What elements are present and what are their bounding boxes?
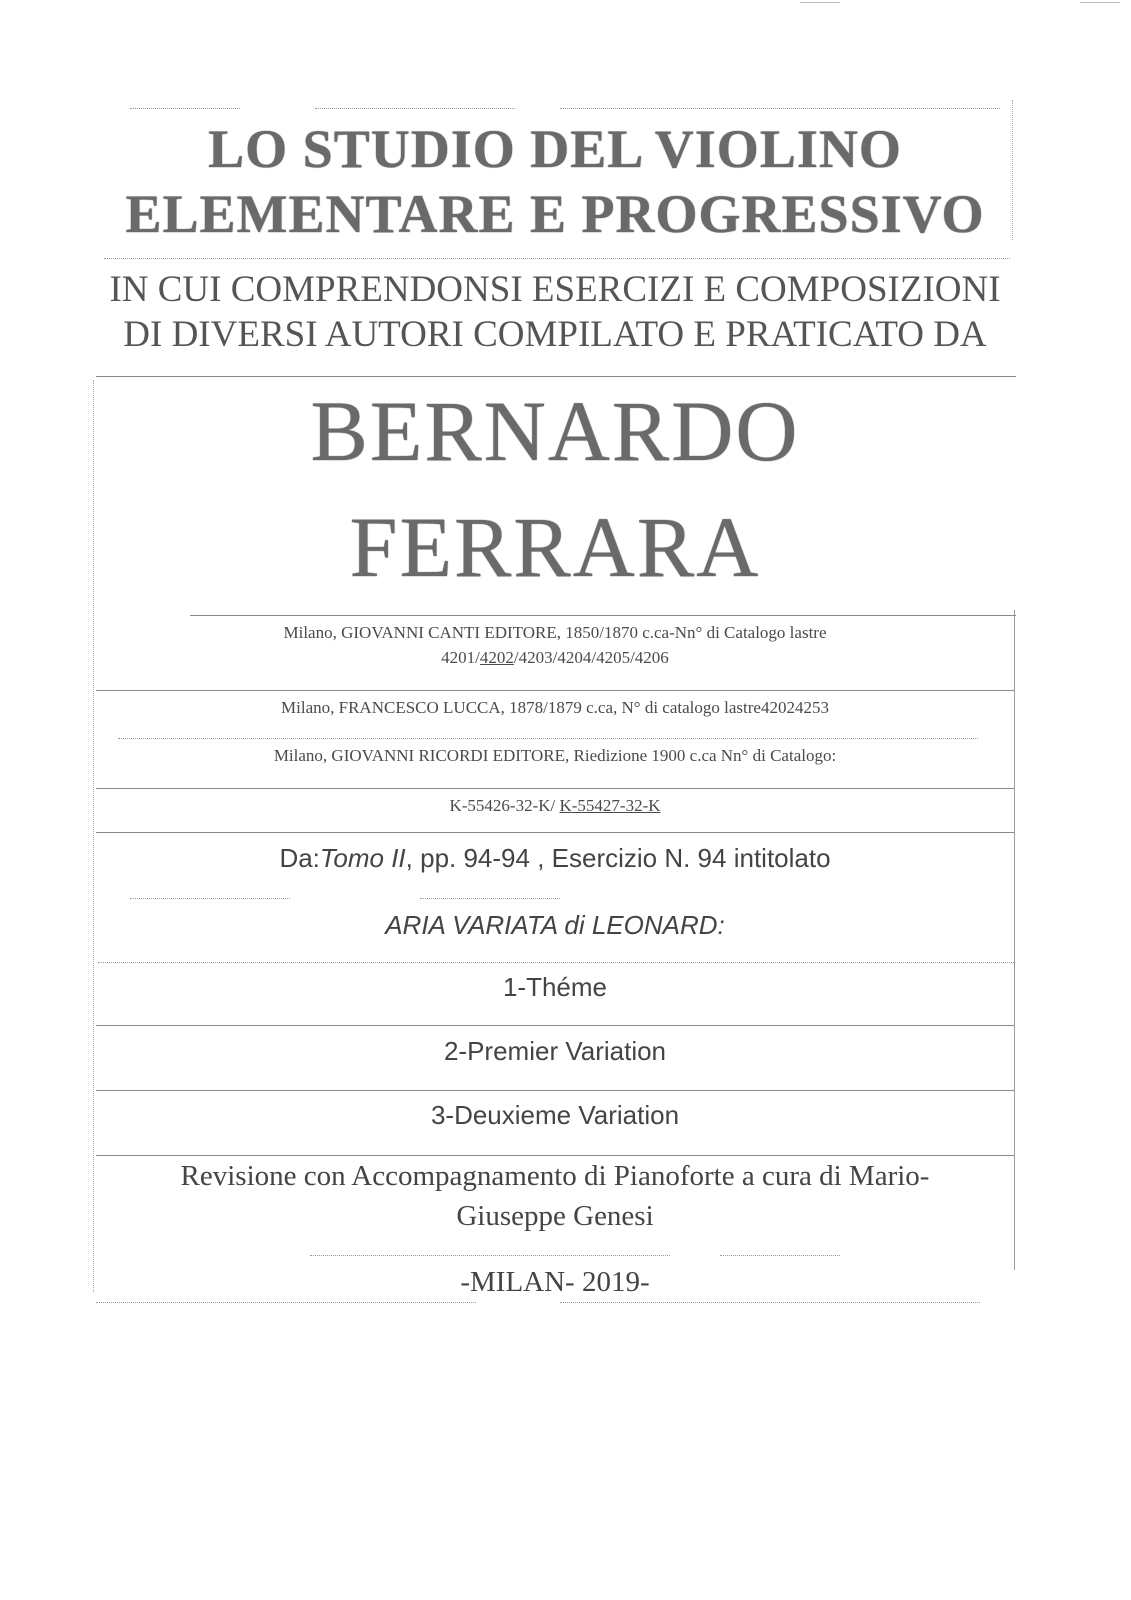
piece-title: ARIA VARIATA di LEONARD: — [385, 910, 725, 940]
source-tomo: Tomo II — [319, 843, 406, 873]
frame-right — [1014, 610, 1015, 1270]
rule — [560, 108, 1000, 109]
footer-place-year: -MILAN- 2019- — [460, 1266, 650, 1298]
revision-line-2: Giuseppe Genesi — [456, 1200, 654, 1232]
rule — [96, 788, 1014, 789]
publisher-canti-line-2 — [96, 648, 1014, 668]
publisher-canti-line-1: Milano, GIOVANNI CANTI EDITORE, 1850/1870 c.ca-Nn° di Catalogo lastre — [283, 623, 827, 642]
rule — [315, 108, 515, 109]
rule — [96, 1155, 1014, 1156]
publisher-ricordi: Milano, GIOVANNI RICORDI EDITORE, Riedizione 1900 c.ca Nn° di Catalogo: — [273, 746, 837, 765]
ricordi-catalog-prefix: K-55426-32-K/ — [449, 796, 560, 815]
rule — [720, 1255, 840, 1256]
rule — [96, 376, 1016, 377]
scan-speck — [800, 2, 840, 3]
publisher-lucca: Milano, FRANCESCO LUCCA, 1878/1879 c.ca, N° di catalogo lastre42024253 — [281, 698, 829, 717]
title-line-1: LO STUDIO DEL VIOLINO — [208, 119, 902, 179]
rule — [420, 898, 560, 899]
catalog-suffix: /4203/4204/4205/4206 — [513, 648, 669, 667]
rule — [96, 690, 1014, 691]
rule — [96, 1025, 1014, 1026]
author-last-name: FERRARA — [349, 499, 761, 595]
source-rest: , pp. 94-94 , Esercizio N. 94 intitolato — [405, 843, 831, 873]
ricordi-catalog — [96, 796, 1014, 816]
movement-1: 1-Théme — [502, 972, 608, 1002]
frame-left — [93, 380, 94, 1292]
rule — [96, 1302, 476, 1303]
rule — [560, 1302, 980, 1303]
subtitle-line-1: IN CUI COMPRENDONSI ESERCIZI E COMPOSIZIONI — [109, 269, 1001, 310]
scan-speck — [1080, 2, 1120, 3]
author-first-name: BERNARDO — [310, 383, 800, 479]
movement-3: 3-Deuxieme Variation — [430, 1100, 680, 1130]
source-prefix: Da: — [279, 843, 320, 873]
title-line-2: ELEMENTARE E PROGRESSIVO — [125, 184, 985, 244]
rule — [310, 1255, 670, 1256]
rule — [98, 962, 1014, 963]
catalog-prefix: 4201/ — [441, 648, 480, 667]
rule — [96, 832, 1014, 833]
ricordi-catalog-underlined: K-55427-32-K — [559, 796, 661, 815]
subtitle-line-2: DI DIVERSI AUTORI COMPILATO E PRATICATO DA — [123, 314, 987, 355]
rule — [130, 108, 240, 109]
catalog-underlined: 4202 — [479, 648, 514, 667]
rule — [190, 615, 1016, 616]
revision-line-1: Revisione con Accompagnamento di Pianoforte a cura di Mario- — [180, 1160, 930, 1192]
rule — [104, 258, 1010, 259]
rule — [118, 738, 978, 739]
source-line — [96, 843, 1014, 874]
rule — [130, 898, 290, 899]
rule — [96, 1090, 1014, 1091]
movement-2: 2-Premier Variation — [443, 1036, 667, 1066]
